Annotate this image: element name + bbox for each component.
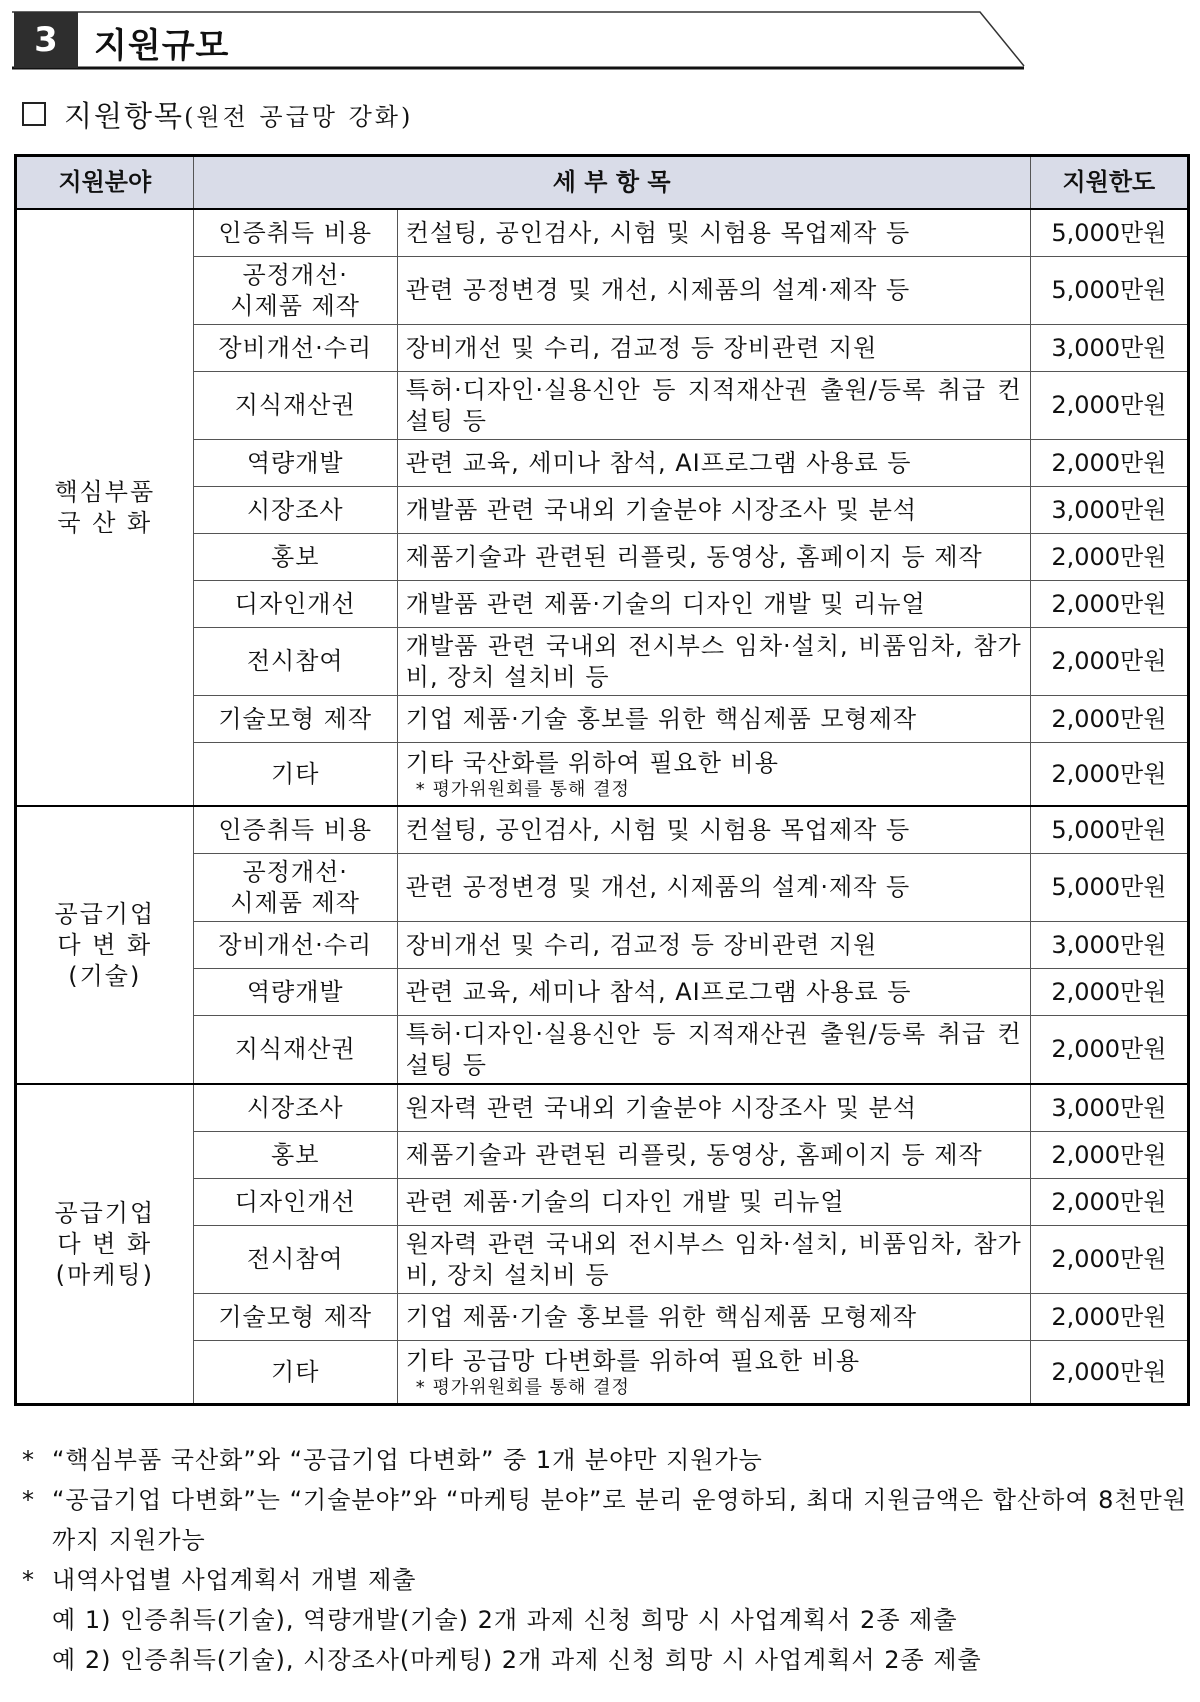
footnote [22, 1480, 1192, 1560]
item-cell: 기타 [193, 743, 397, 807]
footnote [22, 1560, 1192, 1600]
field-line: 공급기업 [54, 899, 156, 928]
footnote-text: “공급기업 다변화”는 “기술분야”와 “마케팅 분야”로 분리 운영하되, 최대 지원금액은 합산하여 8천만원까지 지원가능 [52, 1486, 1187, 1554]
detail-text: 개발품 관련 국내외 기술분야 시장조사 및 분석 [405, 495, 918, 524]
field-line: 다 변 화 [57, 930, 153, 959]
item-cell: 장비개선·수리 [193, 922, 397, 969]
detail-cell [397, 1179, 1030, 1226]
detail-text: 기타 공급망 다변화를 위하여 필요한 비용 [405, 1346, 861, 1375]
detail-cell [397, 534, 1030, 581]
item-cell: 지식재산권 [193, 372, 397, 440]
limit-cell: 2,000만원 [1030, 696, 1188, 743]
limit-cell: 2,000만원 [1030, 1016, 1188, 1085]
limit-cell: 3,000만원 [1030, 1084, 1188, 1132]
limit-cell: 5,000만원 [1030, 257, 1188, 325]
limit-cell: 3,000만원 [1030, 922, 1188, 969]
item-cell: 공정개선· 시제품 제작 [193, 257, 397, 325]
detail-text: 관련 교육, 세미나 참석, AI프로그램 사용료 등 [405, 977, 912, 1006]
table-row [16, 1084, 1189, 1132]
detail-cell [397, 257, 1030, 325]
detail-cell [397, 922, 1030, 969]
detail-text: 제품기술과 관련된 리플릿, 동영상, 홈페이지 등 제작 [405, 1140, 983, 1169]
group-supplier-marketing [16, 1084, 1189, 1405]
limit-cell: 2,000만원 [1030, 969, 1188, 1016]
header-limit: 지원한도 [1030, 156, 1188, 210]
detail-cell [397, 1132, 1030, 1179]
detail-cell [397, 440, 1030, 487]
item-cell: 지식재산권 [193, 1016, 397, 1085]
checkbox-icon [22, 102, 46, 126]
detail-text: 장비개선 및 수리, 검교정 등 장비관련 지원 [405, 930, 878, 959]
item-cell: 전시참여 [193, 1226, 397, 1294]
field-line: 공급기업 [54, 1198, 156, 1227]
item-cell: 역량개발 [193, 440, 397, 487]
item-cell: 시장조사 [193, 1084, 397, 1132]
detail-text: 컨설팅, 공인검사, 시험 및 시험용 목업제작 등 [405, 815, 911, 844]
limit-cell: 2,000만원 [1030, 440, 1188, 487]
detail-cell [397, 969, 1030, 1016]
detail-cell [397, 743, 1030, 807]
field-line: (마케팅) [55, 1260, 154, 1289]
footnote-marker: * [22, 1446, 35, 1474]
detail-text: 장비개선 및 수리, 검교정 등 장비관련 지원 [405, 333, 878, 362]
field-line: 국 산 화 [57, 508, 153, 537]
limit-cell: 2,000만원 [1030, 1294, 1188, 1341]
detail-cell [397, 372, 1030, 440]
detail-text: 관련 제품·기술의 디자인 개발 및 리뉴얼 [405, 1187, 845, 1216]
limit-cell: 2,000만원 [1030, 581, 1188, 628]
example-line: 예 1) 인증취득(기술), 역량개발(기술) 2개 과제 신청 희망 시 사업계획서 2종 제출 [52, 1606, 958, 1634]
limit-cell: 3,000만원 [1030, 325, 1188, 372]
item-cell: 공정개선· 시제품 제작 [193, 854, 397, 922]
item-cell: 디자인개선 [193, 1179, 397, 1226]
item-cell: 홍보 [193, 1132, 397, 1179]
detail-text: 기타 국산화를 위하여 필요한 비용 [405, 748, 779, 777]
detail-note: * 평가위원회를 통해 결정 [415, 1376, 630, 1398]
detail-text: 컨설팅, 공인검사, 시험 및 시험용 목업제작 등 [405, 218, 911, 247]
section-header [12, 10, 1122, 72]
group-supplier-tech [16, 806, 1189, 1084]
detail-cell [397, 1341, 1030, 1405]
detail-text: 특허·디자인·실용신안 등 지적재산권 출원/등록 취급 컨설팅 등 [405, 1019, 1022, 1079]
limit-cell: 2,000만원 [1030, 1226, 1188, 1294]
example-line: 예 2) 인증취득(기술), 시장조사(마케팅) 2개 과제 신청 희망 시 사업계획서 2종 제출 [52, 1646, 982, 1674]
item-cell: 역량개발 [193, 969, 397, 1016]
detail-text: 관련 공정변경 및 개선, 시제품의 설계·제작 등 [405, 873, 911, 901]
detail-cell [397, 209, 1030, 257]
limit-cell: 2,000만원 [1030, 743, 1188, 807]
table-row [16, 209, 1189, 257]
limit-cell: 5,000만원 [1030, 209, 1188, 257]
group-core-parts [16, 209, 1189, 806]
limit-cell: 5,000만원 [1030, 806, 1188, 854]
detail-note: * 평가위원회를 통해 결정 [415, 778, 630, 800]
detail-cell [397, 1084, 1030, 1132]
detail-cell [397, 628, 1030, 696]
subheading-paren: (원전 공급망 강화) [184, 102, 414, 131]
detail-text: 기업 제품·기술 홍보를 위한 핵심제품 모형제작 [405, 1302, 918, 1331]
field-cell [16, 209, 194, 806]
header-field: 지원분야 [16, 156, 194, 210]
item-cell: 기타 [193, 1341, 397, 1405]
item-cell: 전시참여 [193, 628, 397, 696]
footnotes [22, 1440, 1192, 1680]
limit-cell: 2,000만원 [1030, 628, 1188, 696]
section-number: 3 [14, 12, 78, 68]
detail-text: 개발품 관련 국내외 전시부스 임차·설치, 비품임차, 참가비, 장치 설치비 등 [405, 631, 1022, 691]
field-line: 핵심부품 [54, 477, 156, 506]
footnote-marker: * [22, 1486, 35, 1514]
detail-cell [397, 487, 1030, 534]
detail-text: 원자력 관련 국내외 기술분야 시장조사 및 분석 [405, 1093, 918, 1122]
field-cell [16, 806, 194, 1084]
detail-cell [397, 1016, 1030, 1085]
detail-cell [397, 1294, 1030, 1341]
limit-cell: 2,000만원 [1030, 534, 1188, 581]
detail-text: 관련 교육, 세미나 참석, AI프로그램 사용료 등 [405, 448, 912, 477]
limit-cell: 2,000만원 [1030, 1179, 1188, 1226]
limit-cell: 3,000만원 [1030, 487, 1188, 534]
limit-cell: 5,000만원 [1030, 854, 1188, 922]
detail-cell [397, 854, 1030, 922]
item-cell: 홍보 [193, 534, 397, 581]
item-cell: 기술모형 제작 [193, 696, 397, 743]
footnote-text: 내역사업별 사업계획서 개별 제출 [52, 1566, 417, 1594]
detail-cell [397, 581, 1030, 628]
detail-cell [397, 806, 1030, 854]
item-cell: 시장조사 [193, 487, 397, 534]
detail-cell [397, 696, 1030, 743]
item-cell: 기술모형 제작 [193, 1294, 397, 1341]
detail-text: 원자력 관련 국내외 전시부스 임차·설치, 비품임차, 참가비, 장치 설치비 등 [405, 1229, 1022, 1289]
field-line: 다 변 화 [57, 1229, 153, 1258]
table-row [16, 806, 1189, 854]
item-cell: 디자인개선 [193, 581, 397, 628]
item-cell: 인증취득 비용 [193, 806, 397, 854]
detail-cell [397, 1226, 1030, 1294]
detail-cell [397, 325, 1030, 372]
detail-text: 개발품 관련 제품·기술의 디자인 개발 및 리뉴얼 [405, 589, 926, 618]
section-title: 지원규모 [94, 26, 230, 66]
detail-text: 기업 제품·기술 홍보를 위한 핵심제품 모형제작 [405, 704, 918, 733]
field-line: (기술) [68, 961, 142, 990]
subheading-main: 지원항목 [64, 98, 185, 133]
header-detail: 세 부 항 목 [193, 156, 1030, 210]
detail-text: 특허·디자인·실용신안 등 지적재산권 출원/등록 취급 컨설팅 등 [405, 375, 1022, 435]
detail-text: 제품기술과 관련된 리플릿, 동영상, 홈페이지 등 제작 [405, 542, 983, 571]
limit-cell: 2,000만원 [1030, 372, 1188, 440]
limit-cell: 2,000만원 [1030, 1132, 1188, 1179]
footnote-marker: * [22, 1566, 35, 1594]
detail-text: 관련 공정변경 및 개선, 시제품의 설계·제작 등 [405, 276, 911, 304]
field-cell [16, 1084, 194, 1405]
item-cell: 인증취득 비용 [193, 209, 397, 257]
footnote [22, 1440, 1192, 1480]
support-table [14, 154, 1190, 1406]
footnote-text: “핵심부품 국산화”와 “공급기업 다변화” 중 1개 분야만 지원가능 [52, 1446, 763, 1474]
subheading [22, 96, 413, 132]
item-cell: 장비개선·수리 [193, 325, 397, 372]
limit-cell: 2,000만원 [1030, 1341, 1188, 1405]
